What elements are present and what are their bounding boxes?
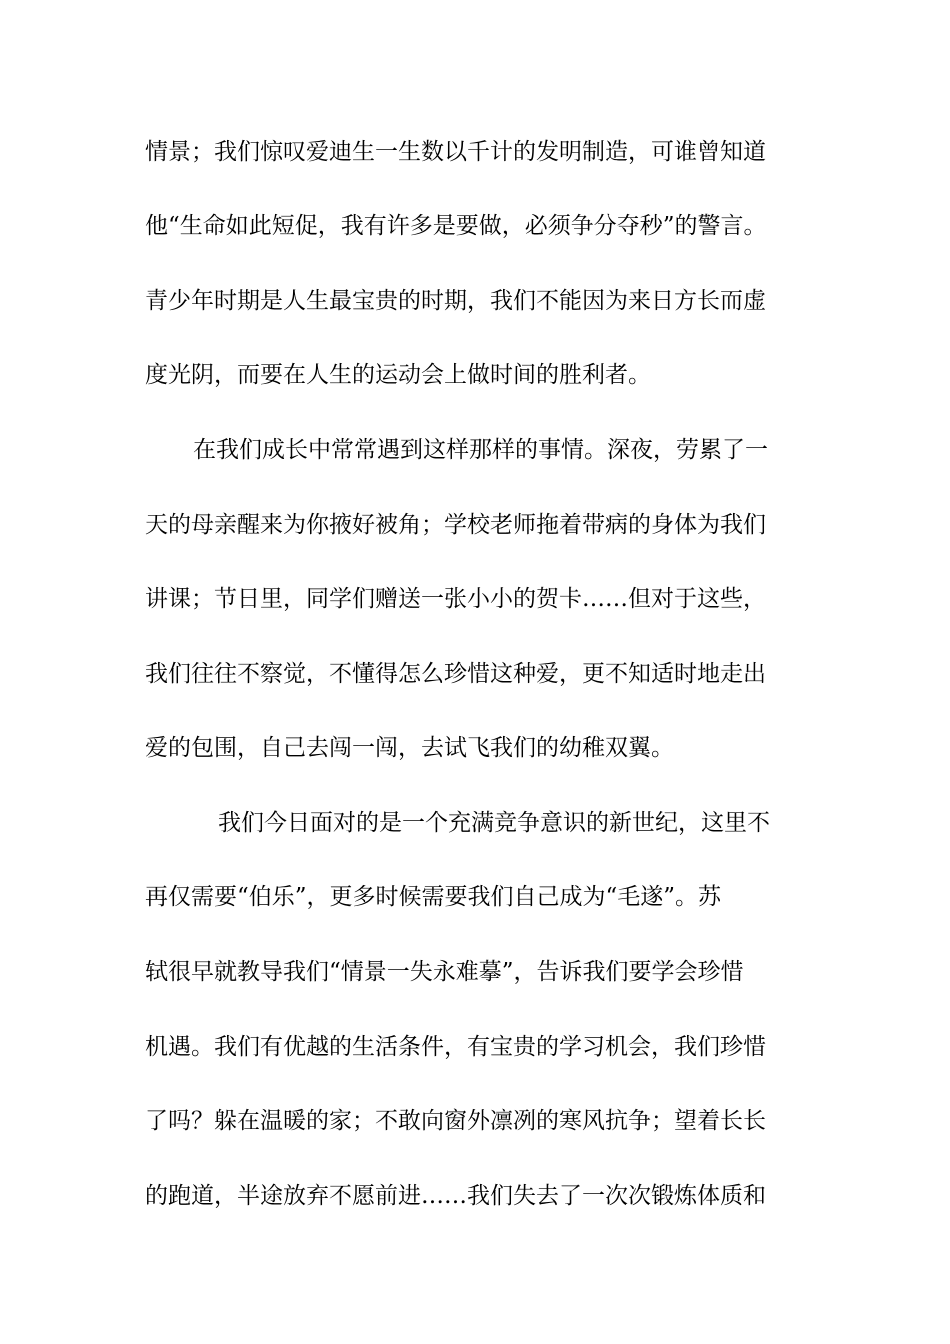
text-line: 机遇。我们有优越的生活条件，有宝贵的学习机会，我们珍惜: [145, 1034, 766, 1060]
text-line: 了吗？躲在温暖的家；不敢向窗外凛冽的寒风抗争；望着长长: [145, 1108, 766, 1134]
text-line: 爱的包围，自己去闯一闯，去试飞我们的幼稚双翼。: [145, 735, 674, 761]
text-line: 讲课；节日里，同学们赠送一张小小的贺卡……但对于这些，: [145, 586, 766, 612]
paragraph-first-line: 我们今日面对的是一个充满竞争意识的新世纪，这里不: [218, 810, 770, 836]
text-line: 我们往往不察觉，不懂得怎么珍惜这种爱，更不知适时地走出: [145, 661, 766, 687]
text-line: 再仅需要“伯乐”，更多时候需要我们自己成为“毛遂”。苏: [145, 884, 722, 910]
text-line: 情景；我们惊叹爱迪生一生数以千计的发明制造，可谁曾知道: [145, 139, 766, 165]
text-line: 的跑道，半途放弃不愿前进……我们失去了一次次锻炼体质和: [145, 1183, 766, 1209]
text-line: 天的母亲醒来为你掖好被角；学校老师拖着带病的身体为我们: [145, 512, 766, 538]
text-line: 度光阴，而要在人生的运动会上做时间的胜利者。: [145, 362, 651, 388]
text-line: 轼很早就教导我们“情景一失永难摹”，告诉我们要学会珍惜: [145, 959, 744, 985]
text-line: 他“生命如此短促，我有许多是要做，必须争分夺秒”的警言。: [145, 213, 767, 239]
text-line: 青少年时期是人生最宝贵的时期，我们不能因为来日方长而虚: [145, 288, 766, 314]
paragraph-first-line: 在我们成长中常常遇到这样那样的事情。深夜，劳累了一: [193, 437, 768, 463]
